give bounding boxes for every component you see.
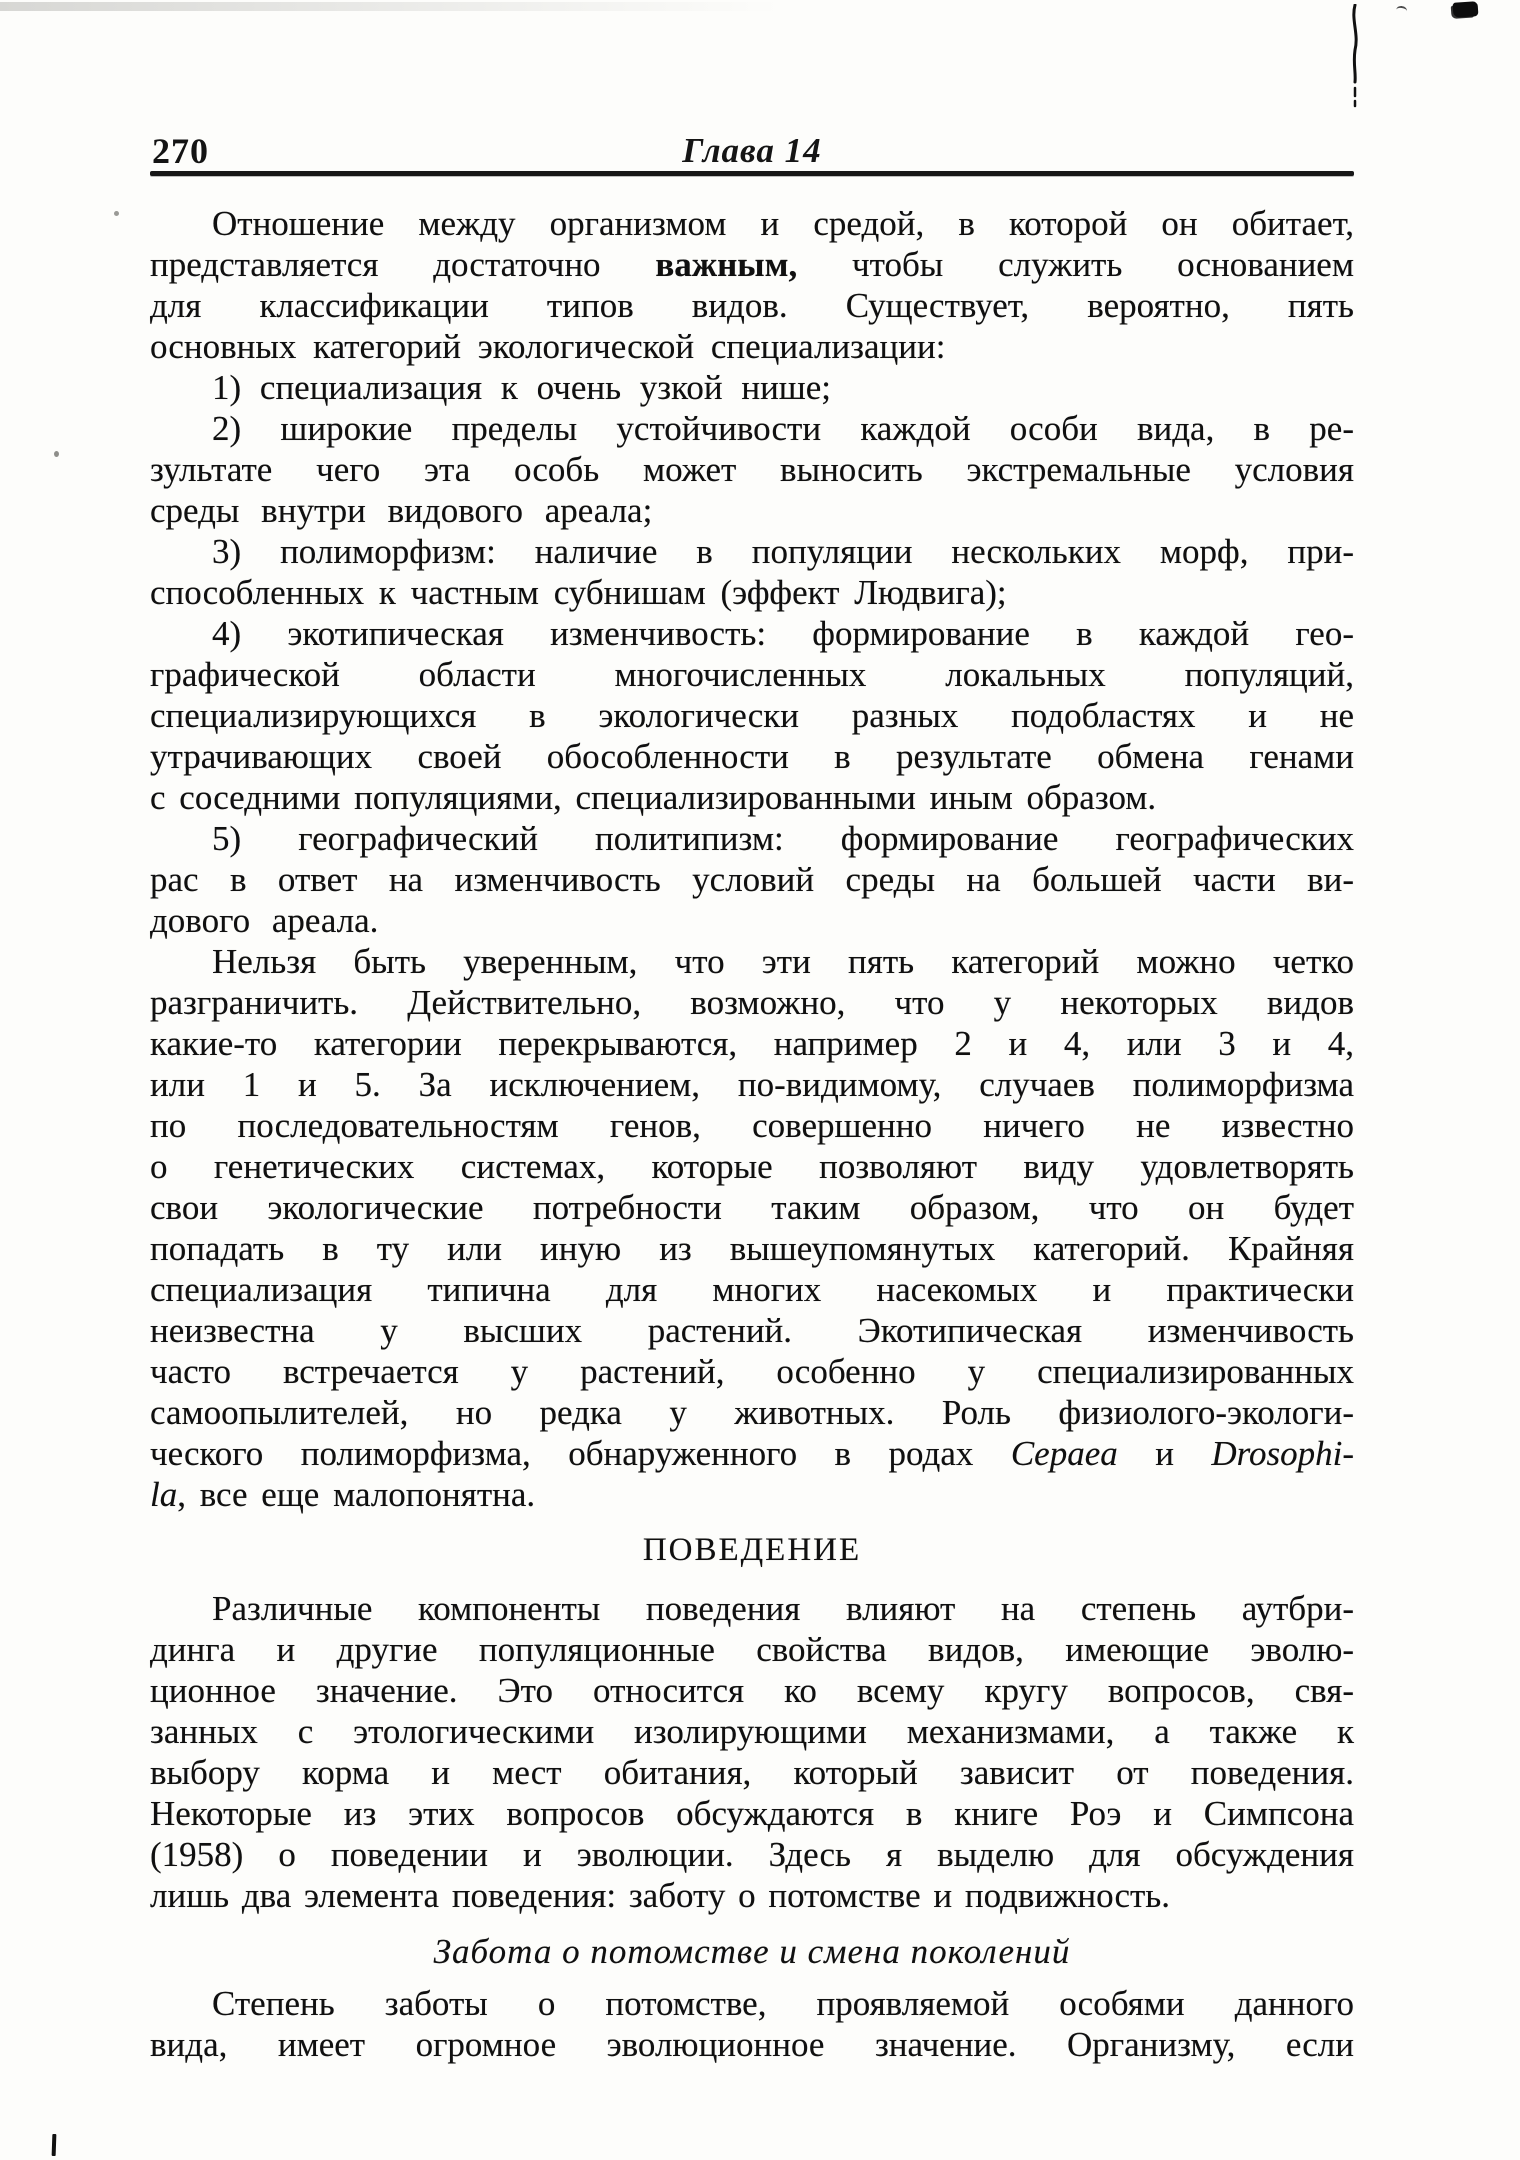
text-segment: и [1117, 1434, 1212, 1473]
text-segment: основных категорий экологической специализации: [150, 327, 946, 366]
text-segment: утрачивающих своей обособленности в результате обмена генами [150, 737, 1354, 776]
text-segment: дового ареала. [150, 901, 379, 940]
text-segment: разграничить. Действительно, возможно, что у некоторых видов [150, 983, 1354, 1022]
text-line [150, 1629, 1354, 1670]
text-line [150, 1588, 1354, 1629]
text-segment: о генетических системах, которые позволяют виду удовлетворять [150, 1147, 1354, 1186]
text-line [150, 695, 1354, 736]
text-segment: динга и другие популяционные свойства видов, имеющие эволю- [150, 1630, 1354, 1669]
page-number: 270 [152, 131, 209, 171]
text-line [150, 1310, 1354, 1351]
text-segment: Степень заботы о потомстве, проявляемой особями данного [212, 1984, 1354, 2023]
text-segment: занных с этологическими изолирующими механизмами, а также к [150, 1712, 1354, 1751]
text-line [150, 408, 1354, 449]
scan-speck-artifact [54, 451, 59, 457]
text-segment: чтобы служить основанием [797, 245, 1354, 284]
text-line [150, 1793, 1354, 1834]
text-segment: графической области многочисленных локальных популяций, [150, 655, 1354, 694]
text-line [150, 1146, 1354, 1187]
text-line [150, 1105, 1354, 1146]
text-segment: самоопылителей, но редка у животных. Роль физиолого-экологи- [150, 1393, 1354, 1432]
text-line [150, 326, 1354, 367]
text-line [150, 1670, 1354, 1711]
text-segment: 1) специализация к очень узкой нише; [212, 368, 832, 407]
text-segment: специализирующихся в экологически разных подобластях и не [150, 696, 1354, 735]
text-line [150, 1983, 1354, 2024]
latin-genus-name: Cepaea [1010, 1434, 1118, 1473]
header-rule [150, 171, 1354, 176]
latin-genus-name: la [150, 1475, 178, 1514]
text-line [150, 449, 1354, 490]
text-segment: 4) экотипическая изменчивость: формирование в каждой гео- [212, 614, 1354, 653]
scan-curl-mark-artifact [1395, 5, 1407, 15]
text-segment: способленных к частным субнишам (эффект Людвига); [150, 573, 1007, 612]
text-line [150, 1351, 1354, 1392]
text-segment: с соседними популяциями, специализированными иным образом. [150, 778, 1157, 817]
text-line [150, 1433, 1354, 1474]
text-segment: ческого полиморфизма, обнаруженного в родах [150, 1434, 1011, 1473]
text-line [150, 900, 1354, 941]
section-heading: ПОВЕДЕНИЕ [642, 1532, 862, 1568]
text-segment: неизвестна у высших растений. Экотипическая изменчивость [150, 1311, 1354, 1350]
text-line [150, 244, 1354, 285]
text-line [150, 982, 1354, 1023]
text-segment: важным, [655, 245, 798, 284]
text-segment: выбору корма и мест обитания, который зависит от поведения. [150, 1753, 1354, 1792]
text-line [150, 1228, 1354, 1269]
text-line [150, 1187, 1354, 1228]
text-line [150, 2024, 1354, 2065]
text-segment: зультате чего эта особь может выносить экстремальные условия [150, 450, 1354, 489]
text-segment: попадать в ту или иную из вышеупомянутых категорий. Крайняя [150, 1229, 1354, 1268]
text-segment: 2) широкие пределы устойчивости каждой особи вида, в ре- [212, 409, 1354, 448]
text-line [150, 1023, 1354, 1064]
scan-ink-blob-artifact [1453, 1, 1479, 18]
text-line [150, 367, 1354, 408]
scan-ink-mark-bottom-left [52, 2134, 57, 2156]
text-segment: Некоторые из этих вопросов обсуждаются в книге Роэ и Симпсона [150, 1794, 1354, 1833]
scan-ink-line-artifact [1348, 4, 1362, 113]
text-segment: Отношение между организмом и средой, в которой он обитает, [212, 204, 1354, 243]
text-segment: 5) географический политипизм: формирование географических [212, 819, 1354, 858]
text-line [150, 736, 1354, 777]
text-line [150, 1875, 1354, 1916]
text-line [150, 203, 1354, 244]
scan-smudge-top-edge [0, 2, 780, 11]
subsection-heading: Забота о потомстве и смена поколений [433, 1932, 1071, 1971]
text-segment: или 1 и 5. За исключением, по-видимому, случаев полиморфизма [150, 1065, 1354, 1104]
text-line [150, 1064, 1354, 1105]
text-line [150, 941, 1354, 982]
text-segment: (1958) о поведении и эволюции. Здесь я выделю для обсуждения [150, 1835, 1354, 1874]
text-line [150, 531, 1354, 572]
text-segment: ционное значение. Это относится ко всему кругу вопросов, свя- [150, 1671, 1354, 1710]
text-segment: специализация типична для многих насекомых и практически [150, 1270, 1354, 1309]
text-segment: среды внутри видового ареала; [150, 491, 653, 530]
text-line [150, 1834, 1354, 1875]
running-head [150, 130, 1354, 170]
text-column [150, 203, 1354, 2065]
text-line [150, 572, 1354, 613]
text-line [150, 818, 1354, 859]
text-line [150, 1752, 1354, 1793]
text-segment: свои экологические потребности таким образом, что он будет [150, 1188, 1354, 1227]
text-segment: какие-то категории перекрываются, например 2 и 4, или 3 и 4, [150, 1024, 1354, 1063]
text-line [150, 1474, 1354, 1515]
text-line [150, 777, 1354, 818]
chapter-title: Глава 14 [682, 131, 822, 170]
text-segment: Различные компоненты поведения влияют на степень аутбри- [212, 1589, 1354, 1628]
text-segment: рас в ответ на изменчивость условий среды на большей части ви- [150, 860, 1354, 899]
text-line [150, 490, 1354, 531]
scan-speck-artifact [114, 211, 119, 216]
latin-genus-name: Drosophi- [1211, 1434, 1354, 1473]
text-line [150, 1711, 1354, 1752]
text-line [150, 1392, 1354, 1433]
text-segment: , все еще малопонятна. [177, 1475, 536, 1514]
text-line [150, 613, 1354, 654]
text-segment: представляется достаточно [150, 245, 656, 284]
text-line [150, 654, 1354, 695]
text-line [150, 859, 1354, 900]
text-segment: 3) полиморфизм: наличие в популяции нескольких морф, при- [212, 532, 1354, 571]
text-segment: лишь два элемента поведения: заботу о потомстве и подвижность. [150, 1876, 1170, 1915]
text-segment: вида, имеет огромное эволюционное значение. Организму, если [150, 2025, 1354, 2064]
text-line [150, 1269, 1354, 1310]
text-segment: Нельзя быть уверенным, что эти пять категорий можно четко [212, 942, 1354, 981]
text-line [150, 285, 1354, 326]
text-segment: часто встречается у растений, особенно у специализированных [150, 1352, 1354, 1391]
text-segment: для классификации типов видов. Существует, вероятно, пять [150, 286, 1354, 325]
text-segment: по последовательностям генов, совершенно ничего не известно [150, 1106, 1354, 1145]
